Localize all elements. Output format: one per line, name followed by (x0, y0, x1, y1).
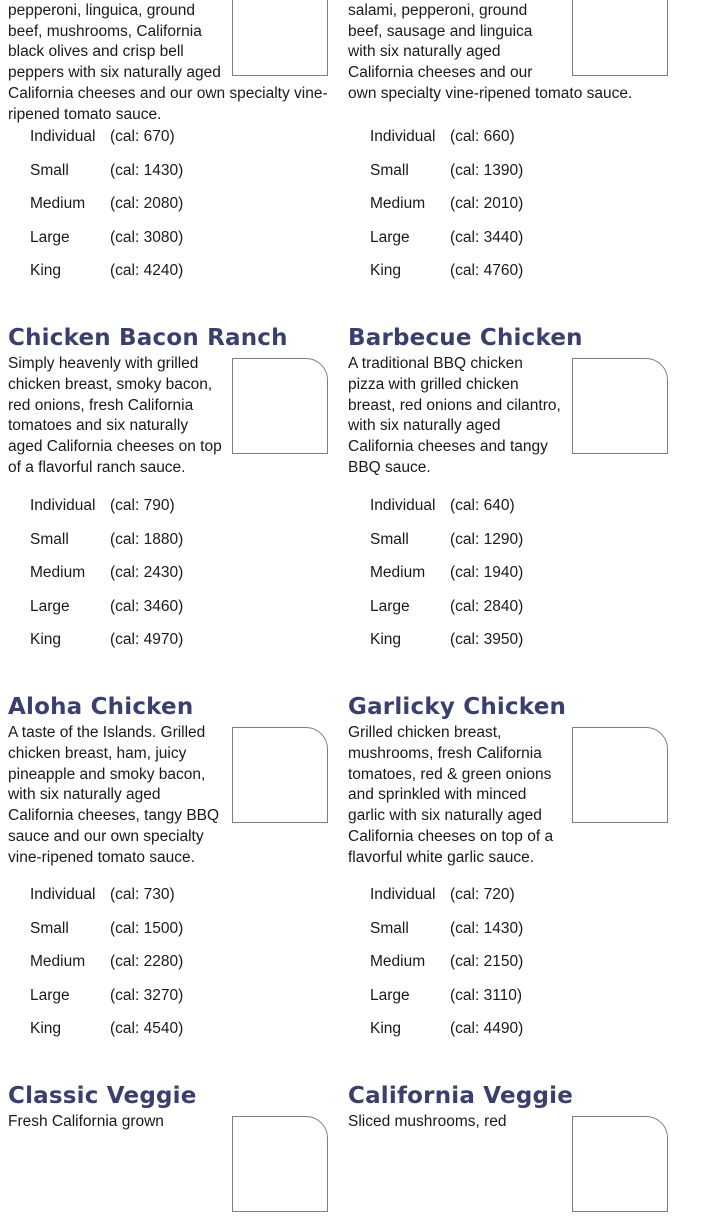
size-row (370, 195, 650, 229)
calorie-value: (cal: 2150) (450, 953, 524, 970)
calorie-value: (cal: 1500) (110, 919, 184, 937)
calorie-value: (cal: 4760) (450, 262, 524, 279)
size-label: Medium (30, 953, 86, 970)
menu-item-california-veggie (348, 1080, 668, 1218)
calorie-value: (cal: 2430) (110, 564, 184, 581)
size-label: King (370, 262, 402, 279)
size-row (30, 262, 310, 296)
size-label: Large (370, 986, 410, 1004)
size-label: Small (370, 530, 409, 548)
size-label: King (370, 1020, 402, 1037)
item-title[interactable]: Aloha Chicken (8, 694, 194, 720)
menu-item-chicken-bacon-ranch (8, 322, 328, 479)
calorie-value: (cal: 1390) (450, 161, 524, 179)
calorie-value: (cal: 660) (450, 128, 515, 145)
size-label: Small (30, 161, 69, 179)
size-row (30, 229, 310, 263)
size-row (370, 229, 650, 263)
size-label: Individual (370, 886, 436, 903)
size-label: Large (370, 597, 410, 615)
menu-item (348, 0, 668, 105)
size-row (30, 987, 310, 1021)
calorie-value: (cal: 3270) (110, 986, 184, 1004)
menu-item-aloha-chicken (8, 691, 328, 869)
size-label: Small (370, 161, 409, 179)
calorie-value: (cal: 1290) (450, 530, 524, 548)
menu-item (8, 0, 328, 126)
size-label: King (30, 631, 62, 648)
size-row (30, 531, 310, 565)
calorie-value: (cal: 2080) (110, 195, 184, 212)
calorie-value: (cal: 1430) (450, 919, 524, 937)
size-row (30, 953, 310, 987)
size-label: Individual (370, 128, 436, 145)
calorie-value: (cal: 790) (110, 497, 175, 514)
size-row (370, 886, 650, 920)
size-row (30, 631, 310, 665)
size-label: Small (370, 919, 409, 937)
size-label: King (370, 631, 402, 648)
pizza-thumbnail[interactable] (572, 358, 668, 454)
size-row (370, 128, 650, 162)
calorie-value: (cal: 4970) (110, 631, 184, 648)
calorie-value: (cal: 730) (110, 886, 175, 903)
calorie-value: (cal: 670) (110, 128, 175, 145)
item-description: A taste of the Islands. Grilled chicken breast, ham, juicy pineapple and smoky bacon, with six naturally aged California cheeses, tangy BBQ sauce and our own specialty vine-ripened tomato sauce. (8, 724, 220, 866)
size-calorie-list (30, 886, 310, 1054)
size-row (30, 886, 310, 920)
item-description: Sliced mushrooms, red (348, 1113, 507, 1130)
pizza-thumbnail[interactable] (232, 1116, 328, 1212)
item-description: A traditional BBQ chicken pizza with grilled chicken breast, red onions and cilantro, with six naturally aged California cheeses and tangy BBQ sauce. (348, 355, 561, 476)
size-label: Medium (30, 564, 86, 581)
calorie-value: (cal: 4240) (110, 262, 184, 279)
item-title[interactable]: Classic Veggie (8, 1083, 197, 1109)
item-description: Fresh California grown (8, 1113, 164, 1130)
calorie-value: (cal: 3080) (110, 228, 184, 246)
size-row (370, 920, 650, 954)
calorie-value: (cal: 2010) (450, 195, 524, 212)
size-label: Individual (30, 128, 96, 145)
calorie-value: (cal: 1880) (110, 530, 184, 548)
calorie-value: (cal: 4490) (450, 1020, 524, 1037)
pizza-thumbnail[interactable] (572, 1116, 668, 1212)
size-label: Small (30, 530, 69, 548)
calorie-value: (cal: 3950) (450, 631, 524, 648)
calorie-value: (cal: 3460) (110, 597, 184, 615)
size-row (370, 162, 650, 196)
calorie-value: (cal: 1940) (450, 564, 524, 581)
size-label: Large (30, 986, 70, 1004)
size-row (30, 162, 310, 196)
size-label: Large (370, 228, 410, 246)
size-row (370, 262, 650, 296)
size-row (370, 531, 650, 565)
size-label: Large (30, 228, 70, 246)
size-row (30, 128, 310, 162)
calorie-value: (cal: 3440) (450, 228, 524, 246)
size-row (370, 564, 650, 598)
size-label: Individual (30, 886, 96, 903)
size-label: Individual (30, 497, 96, 514)
size-label: King (30, 1020, 62, 1037)
item-title[interactable]: Garlicky Chicken (348, 694, 567, 720)
item-title[interactable]: California Veggie (348, 1083, 574, 1109)
item-description: Simply heavenly with grilled chicken breast, smoky bacon, red onions, fresh California tomatoes and six naturally aged California cheeses on top of a flavorful ranch sauce. (8, 355, 222, 476)
size-calorie-list (370, 497, 650, 665)
menu-item-classic-veggie (8, 1080, 328, 1218)
calorie-value: (cal: 2280) (110, 953, 184, 970)
pizza-thumbnail[interactable] (572, 0, 668, 76)
item-description: pepperoni, linguica, ground beef, mushrooms, California black olives and crisp bell peppers with six naturally aged California cheeses and our own specialty vine-ripened tomato sauce. (8, 1, 328, 123)
size-row (30, 1020, 310, 1054)
size-row (370, 953, 650, 987)
size-label: Medium (30, 195, 86, 212)
calorie-value: (cal: 720) (450, 886, 515, 903)
item-title[interactable]: Chicken Bacon Ranch (8, 325, 288, 351)
size-row (30, 195, 310, 229)
size-row (370, 631, 650, 665)
size-row (370, 987, 650, 1021)
calorie-value: (cal: 640) (450, 497, 515, 514)
size-row (370, 598, 650, 632)
size-calorie-list (30, 128, 310, 296)
pizza-thumbnail[interactable] (232, 727, 328, 823)
size-label: Individual (370, 497, 436, 514)
item-description: salami, pepperoni, ground beef, sausage and linguica with six naturally aged California cheeses and our own specialty vine-ripened tomato sauce. (348, 1, 633, 102)
size-calorie-list (370, 886, 650, 1054)
calorie-value: (cal: 4540) (110, 1020, 184, 1037)
size-row (30, 598, 310, 632)
item-description: Grilled chicken breast, mushrooms, fresh California tomatoes, red & green onions and sprinkled with minced garlic with six naturally aged California cheeses on top of a flavorful white garlic sauce. (348, 724, 554, 866)
item-title[interactable]: Barbecue Chicken (348, 325, 583, 351)
size-row (370, 1020, 650, 1054)
size-label: King (30, 262, 62, 279)
calorie-value: (cal: 2840) (450, 597, 524, 615)
pizza-thumbnail[interactable] (572, 727, 668, 823)
menu-item-garlicky-chicken (348, 691, 668, 869)
size-label: Medium (370, 195, 426, 212)
size-label: Small (30, 919, 69, 937)
menu-item-barbecue-chicken (348, 322, 668, 479)
size-label: Large (30, 597, 70, 615)
size-label: Medium (370, 953, 426, 970)
size-row (30, 920, 310, 954)
size-row (30, 564, 310, 598)
size-label: Medium (370, 564, 426, 581)
size-row (370, 497, 650, 531)
size-calorie-list (30, 497, 310, 665)
calorie-value: (cal: 1430) (110, 161, 184, 179)
calorie-value: (cal: 3110) (450, 986, 523, 1004)
size-row (30, 497, 310, 531)
pizza-thumbnail[interactable] (232, 358, 328, 454)
pizza-thumbnail[interactable] (232, 0, 328, 76)
size-calorie-list (370, 128, 650, 296)
